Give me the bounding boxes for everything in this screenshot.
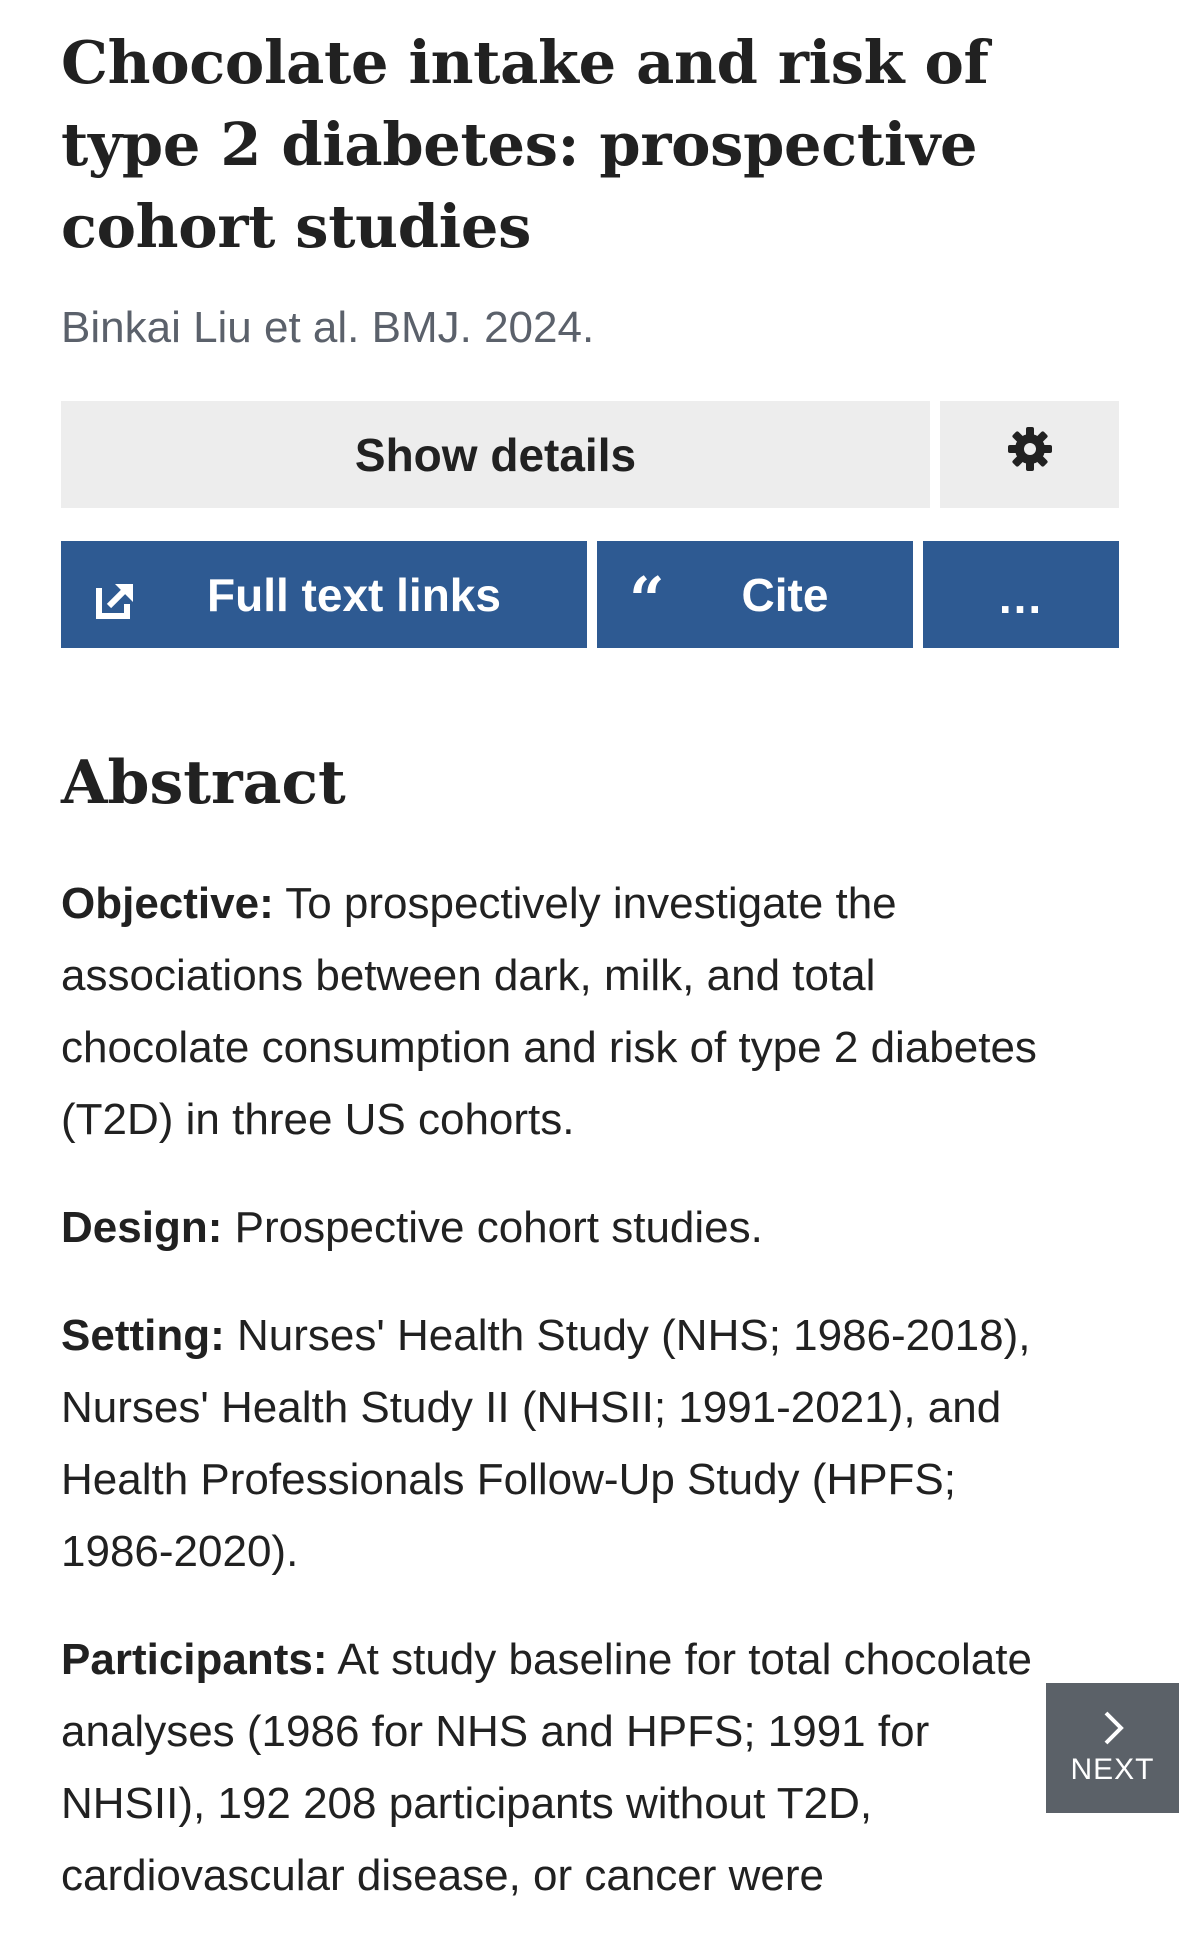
design-label: Design: (61, 1203, 223, 1252)
abstract-body (61, 868, 1061, 1948)
show-details-button[interactable] (61, 401, 930, 508)
abstract-setting (61, 1300, 1061, 1588)
participants-label: Participants: (61, 1635, 328, 1684)
objective-label: Objective: (61, 879, 274, 928)
show-details-label: Show details (354, 428, 637, 481)
full-text-links-button[interactable] (61, 541, 587, 648)
participants-text: At study baseline for total chocolate analyses (1986 for NHS and HPFS; 1991 for NHSII), 192 208 participants without T2D, cardiovascular disease, or cancer were (61, 1635, 1032, 1900)
article-actions-toolbar (61, 541, 1119, 648)
abstract-participants (61, 1624, 1061, 1912)
setting-label: Setting: (61, 1311, 225, 1360)
quote-icon: “ (629, 563, 665, 636)
details-toolbar (61, 401, 1119, 508)
article-citation: Binkai Liu et al. BMJ. 2024. (61, 303, 595, 352)
settings-button[interactable] (940, 401, 1119, 508)
external-link-icon (95, 577, 137, 617)
abstract-design (61, 1192, 1061, 1264)
setting-text: Nurses' Health Study (NHS; 1986-2018), Nurses' Health Study II (NHSII; 1991-2021), and Health Professionals Follow-Up Study (HPFS; 1986-2020). (61, 1311, 1031, 1576)
abstract-heading: Abstract (61, 748, 346, 818)
more-actions-button[interactable] (923, 541, 1119, 648)
chevron-right-icon (1096, 1709, 1130, 1747)
cite-button[interactable] (597, 541, 913, 648)
abstract-objective (61, 868, 1061, 1156)
next-label: NEXT (1070, 1753, 1155, 1786)
gear-icon (1006, 425, 1054, 484)
article-title: Chocolate intake and risk of type 2 diabetes: prospective cohort studies (61, 28, 989, 261)
objective-text: To prospectively investigate the associations between dark, milk, and total chocolate consumption and risk of type 2 diabetes (T2D) in three US cohorts. (61, 879, 1037, 1144)
cite-label: Cite (741, 568, 829, 621)
full-text-links-label: Full text links (207, 568, 501, 621)
design-text: Prospective cohort studies. (234, 1203, 763, 1252)
next-section-button[interactable] (1046, 1683, 1179, 1813)
more-actions-label: ... (998, 570, 1044, 623)
